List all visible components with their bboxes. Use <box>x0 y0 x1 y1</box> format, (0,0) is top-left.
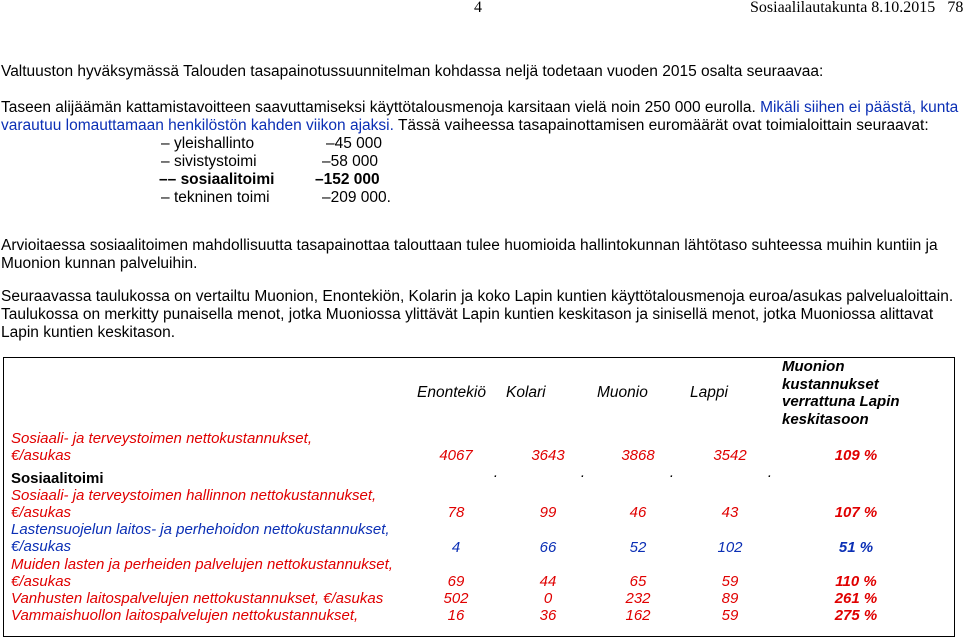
meeting-title: Sosiaalilautakunta 8.10.2015 <box>750 0 936 16</box>
cut-item: – tekninen toimi <box>161 189 270 206</box>
paragraph-2-text: Taseen alijäämän kattamistavoitteen saavuttamiseksi käyttötalousmenoja karsitaan vielä noin 250 000 eurolla. <box>1 99 756 116</box>
paragraph-4-line-2: Taulukossa on merkitty punaisella menot, jotka Muoniossa ylittävät Lapin kuntien keskitason ja sinisellä menot, jotka Muoniossa alittavat <box>1 306 934 323</box>
paragraph-1: Valtuuston hyväksymässä Talouden tasapainotussuunnitelman kohdassa neljä todetaan vuoden 2015 osalta seuraavaa: <box>1 63 824 80</box>
table-cell: 0 <box>543 590 553 607</box>
table-cell: 4 <box>451 539 461 556</box>
table-cell: 36 <box>539 607 557 624</box>
table-cell: 3868 <box>621 447 655 464</box>
table-cell: 99 <box>539 504 557 521</box>
table-pct: 107 % <box>834 504 878 521</box>
table-cell: 59 <box>721 573 739 590</box>
meeting-header <box>750 0 963 17</box>
table-cell: 232 <box>625 590 651 607</box>
cut-item: – sivistystoimi <box>161 153 257 170</box>
table-cell: 162 <box>625 607 651 624</box>
table-cell: 502 <box>443 590 469 607</box>
table-cell: 3643 <box>531 447 565 464</box>
paragraph-2-blue: Mikäli siihen ei päästä, kunta <box>760 99 959 116</box>
table-cell: 66 <box>539 539 557 556</box>
table-row-label: Sosiaali- ja terveystoimen nettokustannukset, €/asukas <box>11 430 312 464</box>
paragraph-2-line-2 <box>1 117 929 135</box>
table-cell: . <box>767 464 773 481</box>
table-pct: 275 % <box>834 607 878 624</box>
table-cell: 78 <box>447 504 465 521</box>
table-cell: 65 <box>629 573 647 590</box>
paragraph-3-line-2: Muonion kunnan palveluihin. <box>1 255 198 272</box>
paragraph-4-line-1: Seuraavassa taulukossa on vertailtu Muonion, Enontekiön, Kolarin ja koko Lapin kuntien käyttötalousmenoja euroa/asukas palvelualoittain. <box>1 288 954 305</box>
table-cell: 3542 <box>713 447 747 464</box>
cut-amount: –209 000. <box>322 189 391 206</box>
cut-item: – yleishallinto <box>161 135 255 152</box>
column-header: Muonio <box>597 384 648 401</box>
table-cell: 59 <box>721 607 739 624</box>
paragraph-2-text-2: Tässä vaiheessa tasapainottamisen euromäärät ovat toimialoittain seuraavat: <box>397 117 929 134</box>
page-number: 4 <box>474 0 482 16</box>
cut-amount: –45 000 <box>326 135 383 152</box>
table-cell: 16 <box>447 607 465 624</box>
table-cell: 89 <box>721 590 739 607</box>
table-pct: 261 % <box>834 590 878 607</box>
cut-amount: –58 000 <box>322 153 379 170</box>
table-row-label: Sosiaali- ja terveystoimen hallinnon nettokustannukset, €/asukas <box>11 487 377 521</box>
table-cell: 52 <box>629 539 647 556</box>
compare-column-header: Muonion kustannukset verrattuna Lapin keskitasoon <box>782 358 900 428</box>
table-row-label: Lastensuojelun laitos- ja perhehoidon nettokustannukset, €/asukas <box>11 521 390 555</box>
cut-item: –– sosiaalitoimi <box>159 171 275 188</box>
table-pct: 51 % <box>838 539 874 556</box>
table-cell: . <box>580 464 586 481</box>
column-header: Lappi <box>690 384 728 401</box>
paragraph-4-line-3: Lapin kuntien keskitason. <box>1 324 176 341</box>
column-header: Enontekiö <box>417 384 486 401</box>
table-cell: 43 <box>721 504 739 521</box>
table-row-label: Vanhusten laitospalvelujen nettokustannukset, €/asukas <box>11 590 384 607</box>
table-cell: 46 <box>629 504 647 521</box>
table-row-label: Sosiaalitoimi <box>11 470 104 487</box>
paragraph-2-blue-2: varautuu lomauttamaan henkilöstön kahden viikon ajaksi. <box>1 117 394 134</box>
table-cell: . <box>669 464 675 481</box>
table-cell: 4067 <box>439 447 473 464</box>
table-cell: 44 <box>539 573 557 590</box>
table-cell: . <box>493 464 499 481</box>
column-header: Kolari <box>506 384 546 401</box>
table-pct: 109 % <box>834 447 878 464</box>
table-cell: 102 <box>717 539 743 556</box>
page-number-right: 78 <box>947 0 963 16</box>
table-cell: 69 <box>447 573 465 590</box>
cut-amount: –152 000 <box>315 171 380 188</box>
paragraph-2-line-1 <box>1 99 958 117</box>
table-pct: 110 % <box>835 573 877 590</box>
table-row-label: Vammaishuollon laitospalvelujen nettokustannukset, <box>11 607 359 624</box>
table-row-label: Muiden lasten ja perheiden palvelujen nettokustannukset, €/asukas <box>11 556 393 590</box>
paragraph-3-line-1: Arvioitaessa sosiaalitoimen mahdollisuutta tasapainottaa talouttaan tulee huomioida hallintokunnan lähtötaso suhteessa muihin kuntiin ja <box>1 237 938 254</box>
